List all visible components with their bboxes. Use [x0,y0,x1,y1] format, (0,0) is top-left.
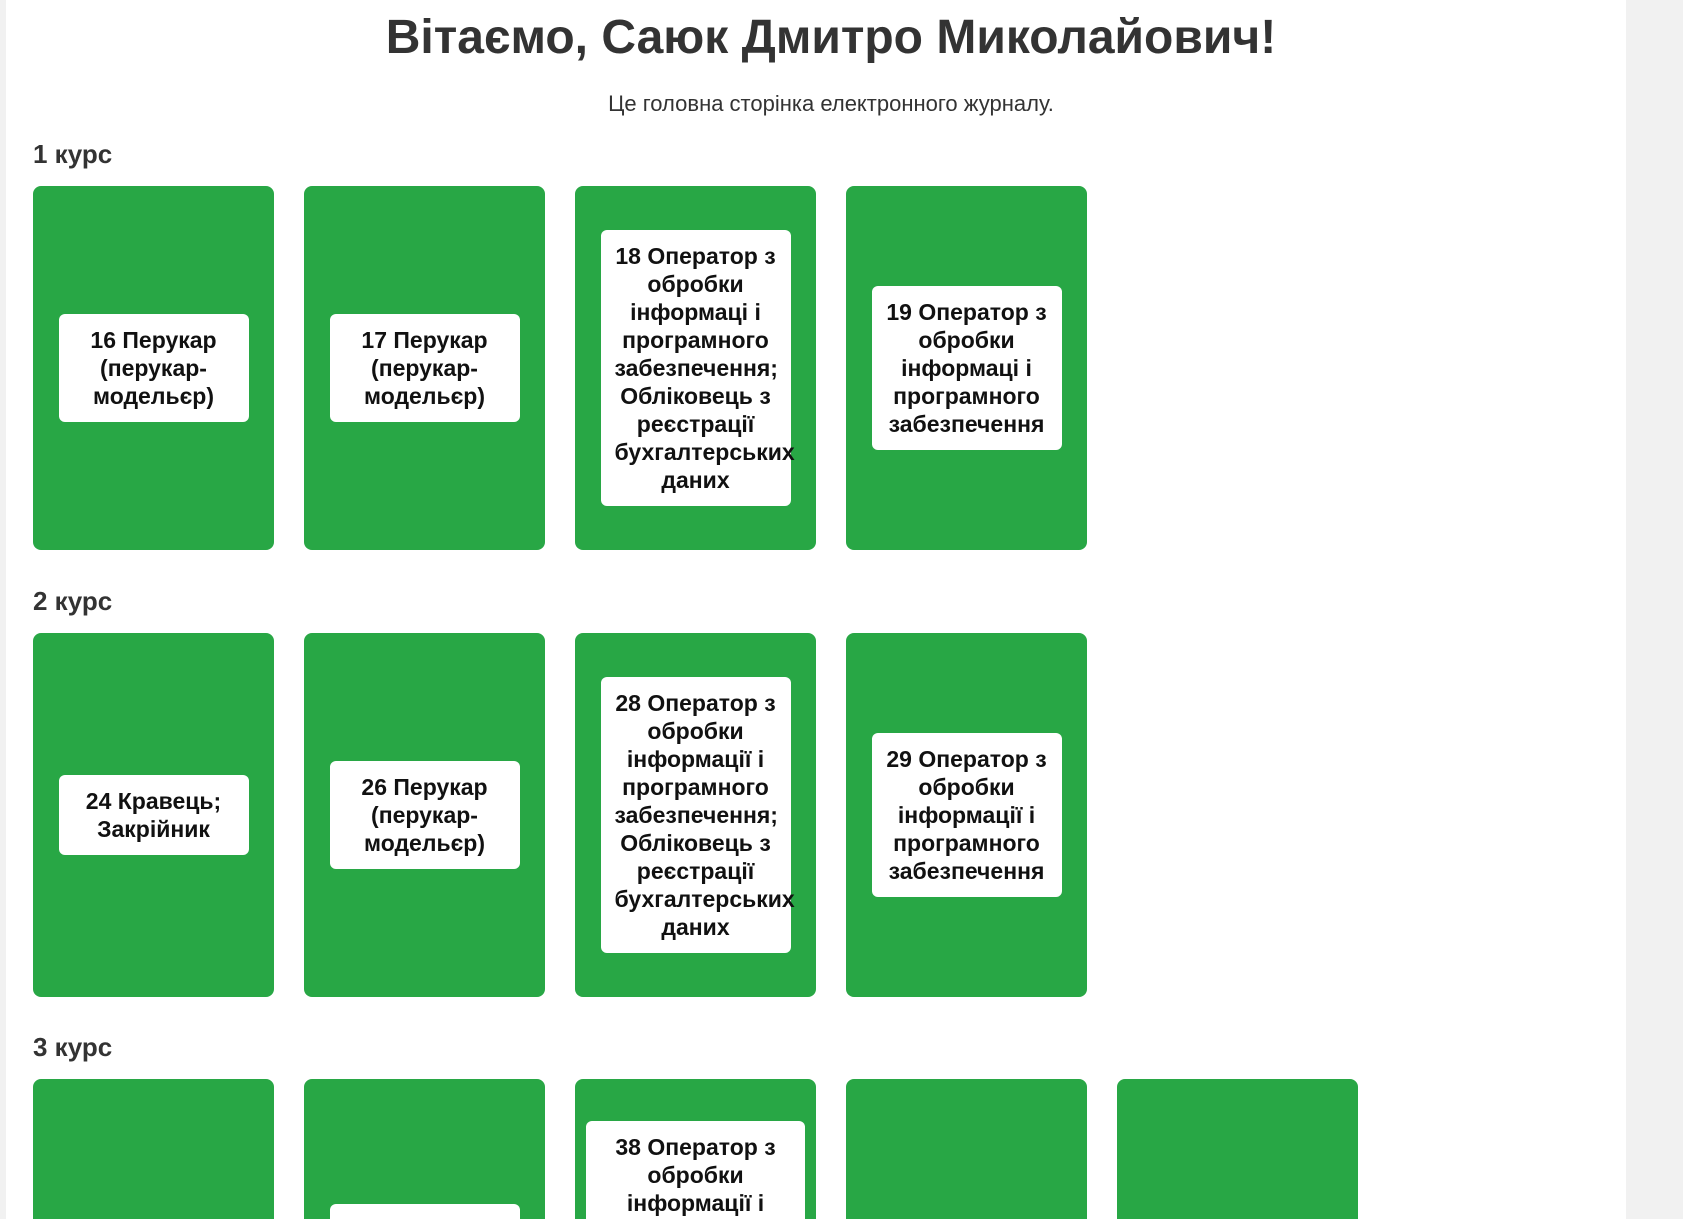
course-title: 1 курс [33,139,113,169]
group-card-label: 19 Оператор з обробки інформаці і програмного забезпечення [872,286,1062,450]
group-card-label: 17 Перукар (перукар-модельєр) [330,314,520,422]
group-card[interactable] [1117,1079,1358,1219]
group-card-28[interactable] [575,633,816,997]
group-card-26[interactable] [304,633,545,997]
group-card[interactable] [846,1079,1087,1219]
group-card-label: 26 Перукар (перукар-модельєр) [330,761,520,869]
window-scrollbar[interactable] [1632,0,1683,1219]
page-title: Вітаємо, Саюк Дмитро Миколайович! [385,11,1277,64]
group-card-38[interactable] [575,1079,816,1219]
group-card-label [330,1204,520,1219]
group-card-label: 38 Оператор з обробки інформації і [586,1121,805,1219]
group-card-17[interactable] [304,186,545,550]
group-card-18[interactable] [575,186,816,550]
group-card[interactable] [304,1079,545,1219]
group-card-19[interactable] [846,186,1087,550]
page-subtitle: Це головна сторінка електронного журналу. [608,91,1054,116]
group-card-16[interactable] [33,186,274,550]
course-title: 2 курс [33,586,113,616]
group-card-29[interactable] [846,633,1087,997]
group-card-label: 28 Оператор з обробки інформації і програмного забезпечення; Обліковець з реєстрації бухгалтерських даних [601,677,791,953]
group-card[interactable] [33,1079,274,1219]
course-section-2 [33,585,1613,997]
group-card-24[interactable] [33,633,274,997]
group-card-label: 18 Оператор з обробки інформаці і програмного забезпечення; Обліковець з реєстрації бухгалтерських даних [601,230,791,506]
course-section-1 [33,138,1613,550]
group-card-label: 24 Кравець; Закрійник [59,775,249,855]
group-cards [33,633,1613,997]
group-cards [33,1079,1613,1219]
group-card-label: 16 Перукар (перукар-модельєр) [59,314,249,422]
course-section-3 [33,1031,1613,1219]
main-page [6,0,1626,1219]
course-title: 3 курс [33,1032,113,1062]
group-card-label: 29 Оператор з обробки інформації і програмного забезпечення [872,733,1062,897]
group-cards [33,186,1613,550]
